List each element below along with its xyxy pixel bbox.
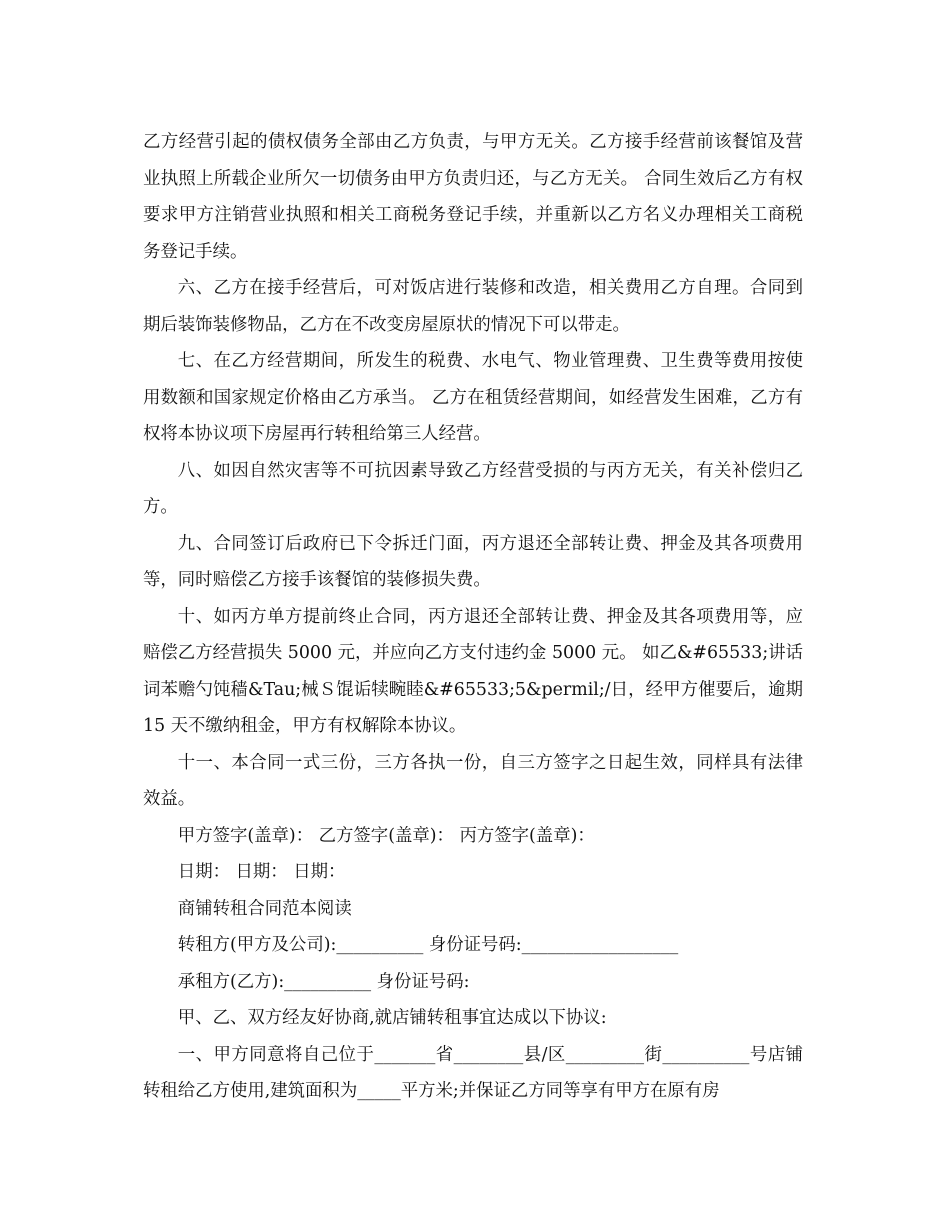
paragraph-clause-7: 七、在乙方经营期间，所发生的税费、水电气、物业管理费、卫生费等费用按使用数额和国家规定价格由乙方承当。 乙方在租赁经营期间，如经营发生困难，乙方有权将本协议项下房屋再行转租给第三人经营。 bbox=[143, 351, 803, 444]
paragraph-clause-6: 六、乙方在接手经营后，可对饭店进行装修和改造，相关费用乙方自理。合同到期后装饰装修物品，乙方在不改变房屋原状的情况下可以带走。 bbox=[143, 278, 803, 335]
lessee-line: 承租方(乙方):__________ 身份证号码: bbox=[177, 971, 470, 992]
signature-line: 甲方签字(盖章)： 乙方签字(盖章)： 丙方签字(盖章)： bbox=[177, 825, 595, 846]
paragraph-clause-1: 一、甲方同意将自己位于_______省________县/区_________街__________号店铺转租给乙方使用,建筑面积为_____平方米;并保证乙方同等享有甲方在原有房 bbox=[143, 1044, 803, 1101]
section-title: 商铺转租合同范本阅读 bbox=[177, 898, 352, 919]
paragraph-clause-11: 十一、本合同一式三份，三方各执一份，自三方签字之日起生效，同样具有法律效益。 bbox=[143, 752, 803, 809]
paragraph-clause-8: 八、如因自然灾害等不可抗因素导致乙方经营受损的与丙方无关，有关补偿归乙方。 bbox=[143, 460, 803, 517]
paragraph-debt-clause: 乙方经营引起的债权债务全部由乙方负责，与甲方无关。乙方接手经营前该餐馆及营业执照上所载企业所欠一切债务由甲方负责归还，与乙方无关。 合同生效后乙方有权要求甲方注销营业执照和相关工商税务登记手续，并重新以乙方名义办理相关工商税务登记手续。 bbox=[143, 132, 803, 262]
document-page bbox=[143, 124, 809, 1110]
paragraph-clause-9: 九、合同签订后政府已下令拆迁门面，丙方退还全部转让费、押金及其各项费用等，同时赔偿乙方接手该餐馆的装修损失费。 bbox=[143, 533, 803, 590]
agreement-intro: 甲、乙、双方经友好协商,就店铺转租事宜达成以下协议: bbox=[177, 1008, 607, 1028]
date-line: 日期： 日期： 日期： bbox=[177, 862, 346, 882]
sublessor-line: 转租方(甲方及公司):__________ 身份证号码:__________________ bbox=[177, 935, 679, 955]
paragraph-clause-10: 十、如丙方单方提前终止合同，丙方退还全部转让费、押金及其各项费用等，应赔偿乙方经营损失 5000 元，并应向乙方支付违约金 5000 元。 如乙&#65533;讲话词苯赡勺饨穑&Tau;械Ｓ馄诟犊畹睦&#65533;5&permil;/日，经甲方催要后，逾期 15 天不缴纳租金，甲方有权解除本协议。 bbox=[143, 606, 809, 736]
